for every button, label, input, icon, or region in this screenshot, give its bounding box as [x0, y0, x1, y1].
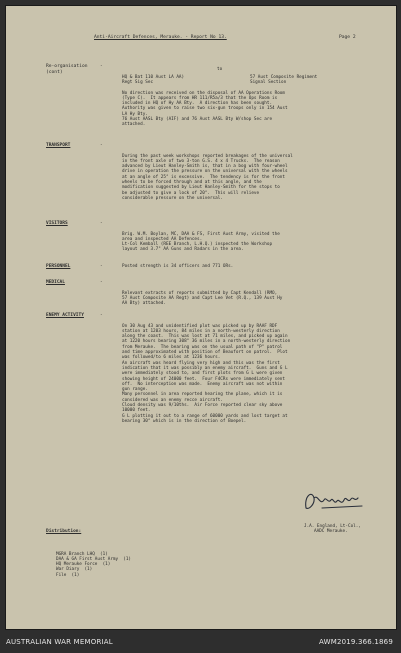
distribution-item: File (1)	[56, 572, 80, 578]
medical-heading: MEDICAL	[46, 280, 65, 285]
enemy-activity-body: On 30 Aug 43 and unidentified plot was picked up by RAAF RDF station at 1203 hours, 84 miles in a north-westerly direction along the coast. This was lost at 71 miles, and picked up again at 1220 hours bearing 308° 36 miles in a north-westerly direction from Merauke. The bearing was on the usual path of "P" patrol and time approximated with position of Beaufort on patrol. Plot was followed/to 6 miles at 1236 hours. An aircraft was heard flying very high and this was the first indication that it was possibly an enemy aircraft. Guns and G L were immediately stood to, and first plots from G L were given showing height of 24000 feet. Four F4CRs were immediately sent off. No interception was made. Enemy aircraft was not within gun range. Many personnel in area reported hearing the plane, which it is considered was an enemy recce aircraft. Cloud density was 9/10ths. Air Force reported clear sky above 10000 feet. G L plotting it out to a range of 60000 yards and lost target at bearing 30° which is in the direction of Boepel.	[122, 323, 291, 424]
medical-dash: -	[100, 280, 103, 285]
medical-body: Relevant extracts of reports submitted by Capt Kendall (RMO, 57 Aust Composite AA Regt) and Capt Lee Vet (R.Q., 139 Aust Hy AA Bty) attached.	[122, 290, 283, 307]
distribution-item: MGRA Branch LHQ (1)	[56, 551, 108, 557]
report-title: Anti-Aircraft Defences, Merauke. - Report No 13.	[94, 35, 227, 40]
distribution-list	[56, 541, 131, 589]
transport-heading: TRANSPORT	[46, 143, 71, 148]
personnel-dash: -	[100, 264, 103, 269]
distribution-item: DAA & GA First Aust Army (1)	[56, 556, 132, 562]
reorg-label: Re-organisation	[46, 64, 88, 69]
reorg-cont: (cont)	[46, 70, 63, 75]
visitors-dash: -	[100, 221, 103, 226]
document-page	[6, 6, 396, 629]
visitors-body: Brig. W.M. Boylan, MC, DAA & FS, First Aust Army, visited the area and inspected AA Defences. Lt-Col Kemball (REE Branch, L.H.Q.) inspected the Workshop layout and 3.7" AA Guns and Radars in the area.	[122, 231, 280, 253]
visitors-heading: VISITORS	[46, 221, 68, 226]
distribution-item: HQ Merauke Force (1)	[56, 562, 111, 568]
personnel-body: Posted strength is 34 officers and 771 ORs.	[122, 264, 234, 269]
reorg-dash: -	[100, 64, 103, 69]
transport-body: During the past week workshops reported breakages of the universal in the front axle of two 3-ton G.S. 4 x 4 Trucks. The reason advanced by Lieut Hanley-Smith is, that in a bog with four-wheel drive in operation the pressure on the universal with the wheels at an angle of 25° is excessive. The tendency is for the front wheels to be forced through and at this angle, and the modification suggested by Lieut Hanley-Smith for the stops to be adjusted to give a lock of 20°. This will relieve considerable pressure on the universal.	[122, 153, 293, 201]
enemy-activity-heading: ENEMY ACTIVITY	[46, 313, 84, 318]
archive-credit: AUSTRALIAN WAR MEMORIAL	[6, 638, 113, 646]
signature-block: J.A. England, Lt-Col., AADC Merauke.	[304, 523, 361, 534]
reorg-right: 57 Aust Composite Regiment Signal Section	[250, 74, 318, 85]
enemy-dash: -	[100, 313, 103, 318]
reorg-left: HQ & Bat 110 Aust LA AA) Regt Sig Sec	[122, 74, 185, 85]
reorg-to: to	[217, 67, 223, 72]
transport-dash: -	[100, 143, 103, 148]
distribution-item: War Diary (1)	[56, 567, 93, 573]
archive-reference: AWM2019.366.1869	[318, 638, 393, 646]
reorg-body: No direction was received on the disposal of AA Operations Room (Type C). It appears from HR 111/R5a/3 that the Ops Room is included in HQ of Hy AA Bty. A direction has been sought. Authority was given to raise two six-gun troops only in 154 Aust LA Hy Bty. 76 Aust AASL Bty (AIF) and 76 Aust AASL Bty W/shop Sec are attached.	[122, 90, 288, 128]
personnel-heading: PERSONNEL	[46, 264, 71, 269]
distribution-heading: Distribution:	[46, 529, 82, 534]
page-number: Page 2	[339, 35, 356, 40]
